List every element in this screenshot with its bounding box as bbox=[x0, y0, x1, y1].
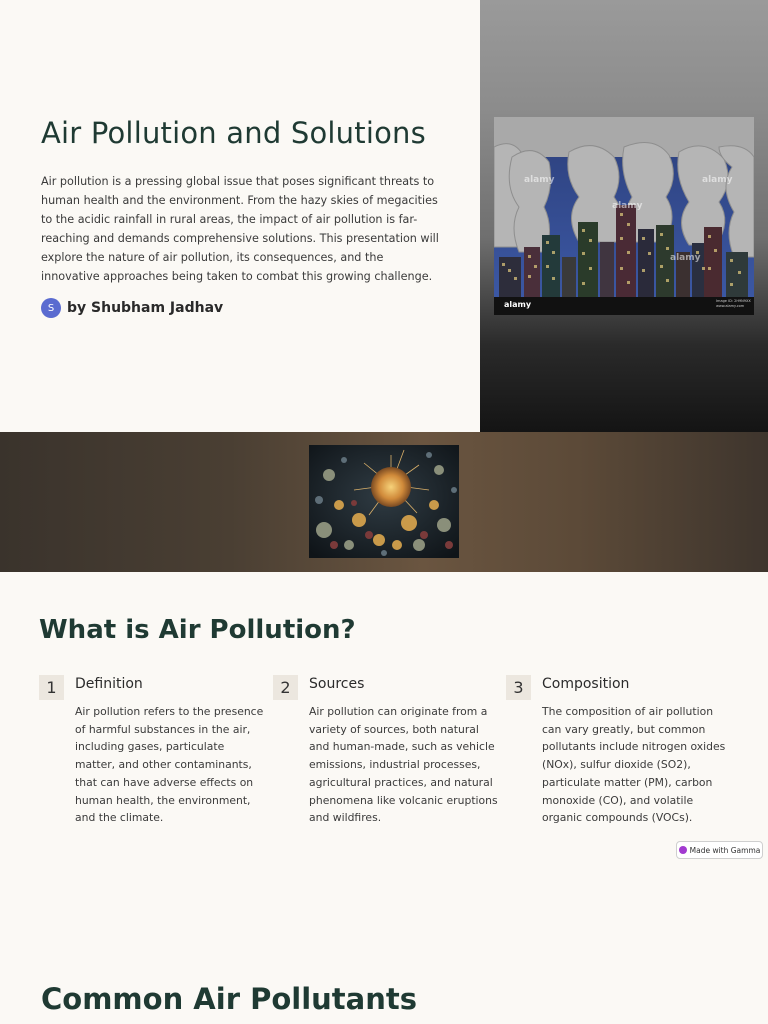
image-band bbox=[0, 432, 768, 572]
column-text: The composition of air pollution can vary greatly, but common pollutants include nitrogen oxides (NOx), sulfur dioxide (SO2), particulate matter (PM), carbon monoxide (CO), and volatile organic compounds (VOCs). bbox=[542, 705, 726, 825]
author-name: by Shubham Jadhav bbox=[67, 300, 224, 316]
section-heading: What is Air Pollution? bbox=[39, 615, 356, 645]
watermark-text: alamy bbox=[612, 201, 643, 211]
avatar: S bbox=[41, 298, 61, 318]
column-text: Air pollution can originate from a variety of sources, both natural and human-made, such as vehicle emissions, industrial processes, agricultural practices, and natural phenomena like volcanic eruptions and wildfires. bbox=[309, 705, 498, 825]
what-is-slide bbox=[0, 572, 768, 882]
watermark-text: alamy bbox=[702, 175, 733, 185]
step-number: 3 bbox=[506, 675, 531, 700]
image-brand: alamy bbox=[504, 300, 532, 309]
microbe-image bbox=[309, 445, 459, 558]
intro-paragraph: Air pollution is a pressing global issue that poses significant threats to human health and the environment. From the hazy skies of megacities to the acidic rainfall in rural areas, the impact of air pollution is far-reaching and demands comprehensive solutions. This presentation will explore the nature of air pollution, its consequences, and the innovative approaches being taken to combat this growing challenge. bbox=[41, 175, 439, 283]
image-meta: Image ID: 2H9N9XX www.alamy.com bbox=[716, 299, 751, 308]
made-with-gamma-badge[interactable] bbox=[676, 841, 763, 859]
next-section-heading: Common Air Pollutants bbox=[41, 982, 417, 1016]
column-title: Definition bbox=[75, 676, 143, 692]
column-text: Air pollution refers to the presence of harmful substances in the air, including gases, particulate matter, and other contaminants, that can have adverse effects on human health, the environment, and the climate. bbox=[75, 705, 264, 825]
title-slide bbox=[0, 0, 768, 432]
column-title: Composition bbox=[542, 676, 630, 692]
column-title: Sources bbox=[309, 676, 365, 692]
watermark-text: alamy bbox=[670, 253, 701, 263]
watermark-text: alamy bbox=[524, 175, 555, 185]
page-title: Air Pollution and Solutions bbox=[41, 116, 426, 150]
polluted-city-image bbox=[494, 117, 754, 315]
badge-label: Made with Gamma bbox=[689, 845, 761, 855]
step-number: 2 bbox=[273, 675, 298, 700]
author-byline bbox=[41, 298, 223, 318]
gamma-logo-icon bbox=[679, 846, 687, 854]
step-number: 1 bbox=[39, 675, 64, 700]
